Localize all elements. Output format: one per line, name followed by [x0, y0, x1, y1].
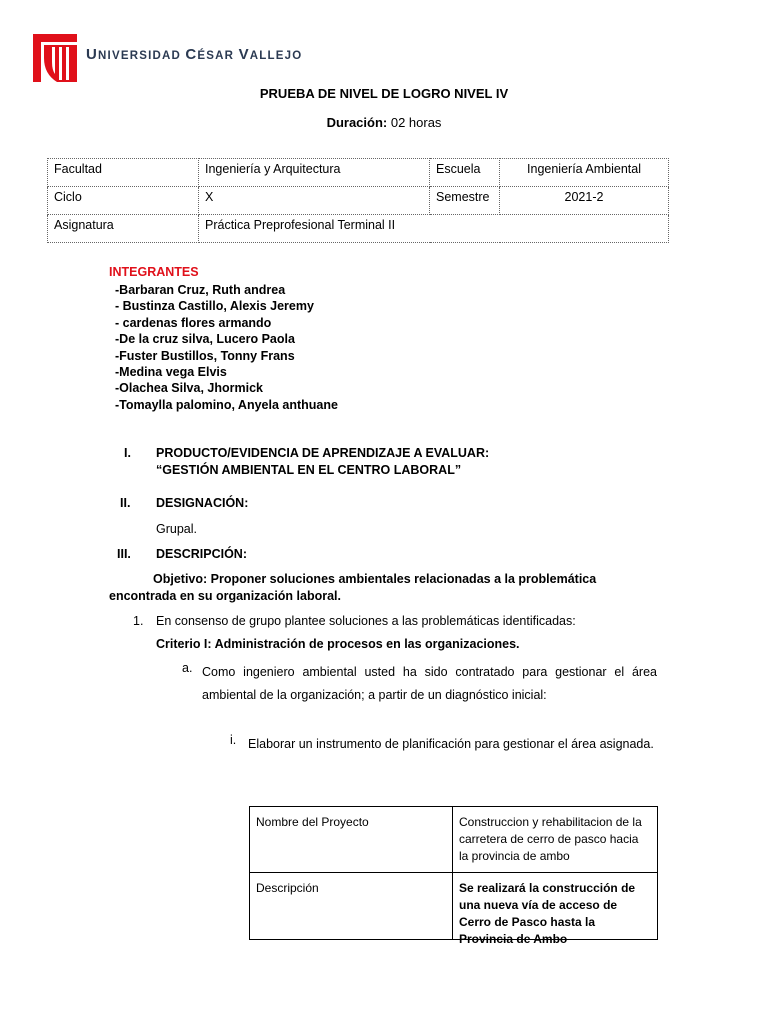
section-number: II.: [120, 496, 131, 510]
project-table: [249, 806, 658, 946]
table-cell: Asignatura: [48, 215, 199, 243]
members-list: [115, 282, 338, 413]
table-cell: Nombre del Proyecto: [250, 807, 453, 873]
table-cell: Descripción: [250, 873, 453, 940]
table-cell: [453, 873, 658, 946]
section-heading: DESCRIPCIÓN:: [156, 547, 247, 561]
objective-paragraph: Objetivo: Proponer soluciones ambientales relacionadas a la problemática encontrada en su organización laboral.: [109, 572, 597, 603]
table-cell: Práctica Preprofesional Terminal II: [199, 215, 669, 243]
list-item: - cardenas flores armando: [115, 315, 272, 330]
table-cell: Escuela: [430, 159, 500, 187]
list-item: - Bustinza Castillo, Alexis Jeremy: [115, 299, 314, 314]
document-title: PRUEBA DE NIVEL DE LOGRO NIVEL IV: [259, 86, 509, 101]
project-description: Se realizará la construcción de una nueva vía de acceso de Cerro de Pasco hasta la Provincia de Ambo: [459, 881, 636, 946]
section-heading: PRODUCTO/EVIDENCIA DE APRENDIZAJE A EVALUAR:: [156, 446, 490, 460]
list-item: -Barbaran Cruz, Ruth andrea: [115, 283, 286, 297]
section-heading: DESIGNACIÓN:: [156, 496, 249, 510]
section-number: III.: [117, 547, 131, 561]
university-name: UNIVERSIDAD CÉSAR VALLEJO: [86, 46, 303, 63]
duration-line: [0, 115, 768, 130]
section-number: I.: [124, 446, 131, 460]
list-item-text: En consenso de grupo plantee soluciones a las problemáticas identificadas:: [156, 614, 576, 628]
table-row: [48, 159, 669, 187]
table-row: [48, 187, 669, 215]
duration-value: 02 horas: [387, 115, 442, 130]
course-info-table: [47, 158, 669, 243]
table-row: [48, 215, 669, 243]
list-item: -De la cruz silva, Lucero Paola: [115, 332, 295, 347]
duration-label: Duración:: [326, 115, 388, 130]
table-cell: Ciclo: [48, 187, 199, 215]
table-cell: 2021-2: [500, 187, 669, 215]
members-heading: INTEGRANTES: [109, 265, 199, 279]
list-number: 1.: [133, 614, 144, 628]
list-roman: i.: [230, 733, 237, 747]
section-subheading: “GESTIÓN AMBIENTAL EN EL CENTRO LABORAL”: [156, 463, 462, 477]
table-cell: Ingeniería Ambiental: [500, 159, 669, 187]
table-cell: Facultad: [48, 159, 199, 187]
list-item: -Tomaylla palomino, Anyela anthuane: [115, 397, 338, 412]
list-item: -Olachea Silva, Jhormick: [115, 381, 263, 396]
table-cell: Ingeniería y Arquitectura: [199, 159, 430, 187]
table-row: [250, 807, 658, 873]
list-item-text: Como ingeniero ambiental usted ha sido contratado para gestionar el área ambiental de la organización; a partir de un diagnóstico inicial:: [202, 665, 657, 702]
criterion-heading: Criterio I: Administración de procesos en las organizaciones.: [156, 637, 520, 651]
list-item-text: Elaborar un instrumento de planificación para gestionar el área asignada.: [248, 737, 654, 751]
list-letter: a.: [182, 661, 193, 675]
list-item: -Medina vega Elvis: [115, 365, 227, 380]
university-logo-icon: [33, 34, 77, 85]
table-cell: Semestre: [430, 187, 500, 215]
section-value: Grupal.: [156, 522, 197, 536]
list-item: -Fuster Bustillos, Tonny Frans: [115, 348, 295, 363]
table-cell: Construccion y rehabilitacion de la carretera de cerro de pasco hacia la provincia de ambo: [453, 807, 658, 873]
table-row: [250, 873, 658, 940]
table-cell: X: [199, 187, 430, 215]
